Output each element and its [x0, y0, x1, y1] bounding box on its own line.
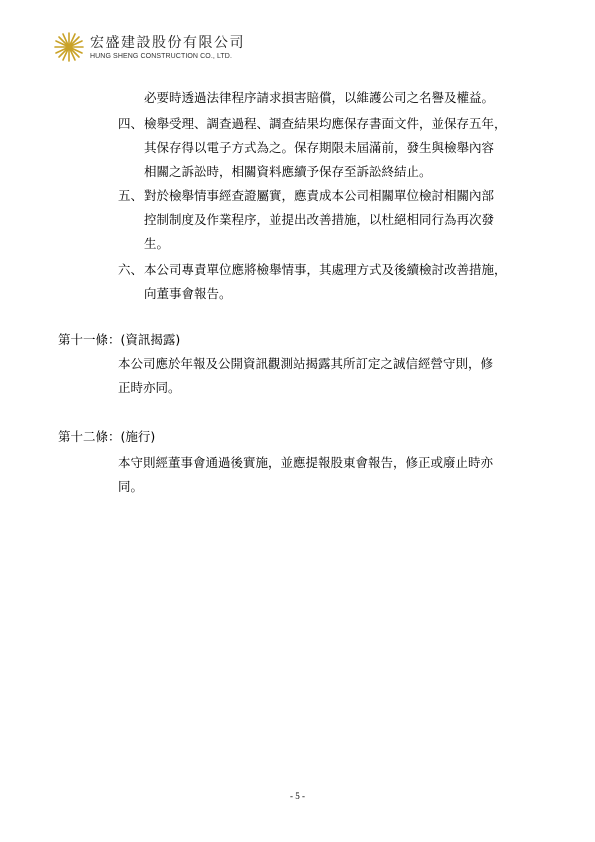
article-text-line: 本公司應於年報及公開資訊觀測站揭露其所訂定之誠信經營守則，修 — [118, 356, 494, 371]
article-heading: 第十二條：(施行) — [58, 429, 156, 444]
item-text-line: 向董事會報告。 — [144, 286, 232, 301]
article-text-line: 正時亦同。 — [118, 380, 181, 395]
item-text-line: 檢舉受理、調查過程、調查結果均應保存書面文件，並保存五年， — [144, 116, 507, 131]
item-text-line: 對於檢舉情事經查證屬實，應責成本公司相關單位檢討相關內部 — [144, 188, 495, 203]
article-text-line: 同。 — [118, 479, 144, 494]
item-text-line: 生。 — [144, 236, 170, 251]
company-name-cn: 宏盛建設股份有限公司 — [90, 35, 245, 51]
article-text-line: 本守則經董事會通過後實施，並應提報股東會報告，修正或廢止時亦 — [118, 455, 494, 470]
company-logo-icon — [52, 30, 86, 64]
item-number: 五、 — [118, 188, 144, 203]
item-text-line: 相關之訴訟時，相關資料應續予保存至訴訟終結止。 — [144, 164, 432, 179]
item-number: 六、 — [118, 262, 144, 277]
item-text-line: 本公司專責單位應將檢舉情事，其處理方式及後續檢討改善措施， — [144, 262, 507, 277]
company-name-en: HUNG SHENG CONSTRUCTION CO., LTD. — [90, 53, 233, 60]
item-text-line: 控制制度及作業程序，並提出改善措施，以杜絕相同行為再次發 — [144, 212, 495, 227]
page-number: - 5 - — [290, 791, 305, 801]
continuation-line: 必要時透過法律程序請求損害賠償，以維護公司之名譽及權益。 — [144, 90, 495, 105]
article-heading: 第十一條：(資訊揭露) — [58, 332, 181, 347]
letterhead — [52, 28, 312, 68]
item-number: 四、 — [118, 116, 144, 131]
item-text-line: 其保存得以電子方式為之。保存期限未屆滿前，發生與檢舉內容 — [144, 140, 495, 155]
